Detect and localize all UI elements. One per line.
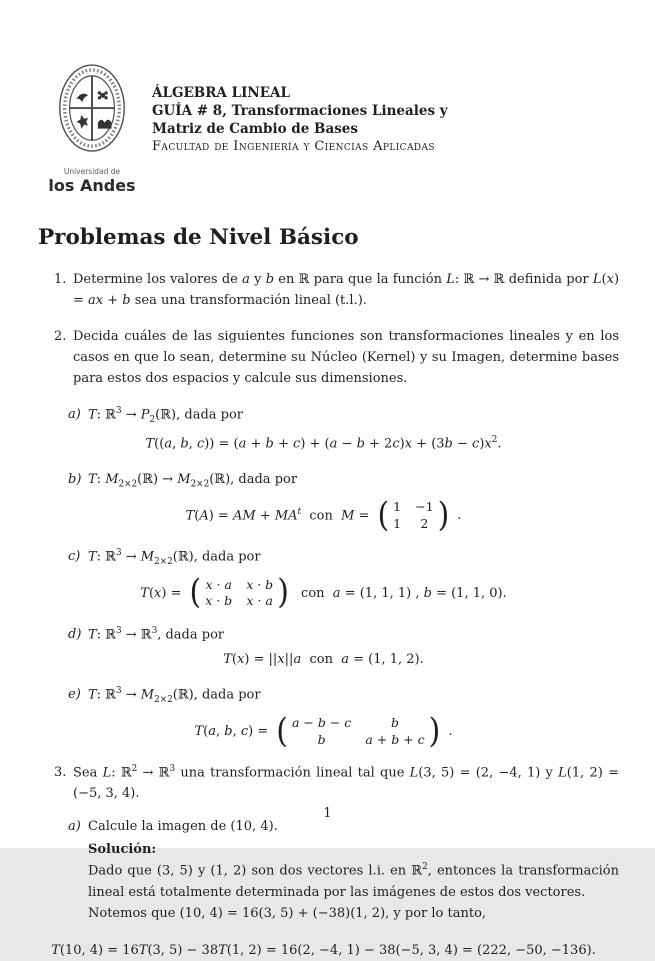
matrix-2e-r2c2: a + b + c (365, 731, 425, 747)
matrix-2b-r1c2: −1 (415, 499, 434, 515)
matrix-2c-r2c1: x · b (205, 593, 233, 609)
document-header (48, 62, 619, 195)
matrix-2e-r1c1: a − b − c (291, 715, 352, 731)
equation-2b (38, 495, 609, 535)
problem-2a (68, 404, 619, 427)
header-title-block (152, 62, 448, 195)
crest-star-icon (76, 115, 88, 129)
matrix-2e-r2c1: b (317, 731, 326, 747)
right-paren: ) (437, 495, 450, 535)
equation-2b-lead: T(A) = AM + $MA^t$ con M = (185, 507, 370, 524)
problem-2d-head: T: ℝ$^3$ → ℝ$^3$, dada por (88, 625, 225, 642)
matrix-2e (275, 711, 441, 751)
solution-paragraph-2: Notemos que (10, 4) = 16(3, 5) + (−38)(1, 2), y por lo tanto, (88, 905, 487, 921)
matrix-2b-r2c1: 1 (393, 515, 402, 531)
equation-2c-tail: con a = (1, 1, 1) , b = (1, 1, 0). (296, 585, 507, 601)
problem-3a-label: a) (68, 819, 81, 835)
problem-2b-head: T: $M_{2\times 2}(ℝ)$ → $M_{2\times 2}(ℝ)$, dada por (88, 471, 298, 490)
problem-2c (68, 546, 619, 569)
section-title: Problemas de Nivel Básico (38, 224, 359, 250)
problem-2 (54, 326, 619, 389)
equation-2b-tail: . (457, 508, 462, 524)
problem-3a-head: Calcule la imagen de (10, 4). (88, 819, 278, 835)
faculty-name: Facultad de Ingeniería y Ciencias Aplicadas (152, 139, 435, 154)
crest-sprig-icon (76, 94, 88, 103)
problem-2d (68, 624, 619, 645)
logo-los-andes-text: los Andes (48, 176, 136, 196)
problem-2e-head: T: ℝ$^3$ → $M_{2\times 2}(ℝ)$, dada por (88, 686, 261, 706)
right-paren: ) (428, 711, 441, 751)
guide-title-line2: Matriz de Cambio de Bases (152, 121, 358, 137)
equation-2d: T(x) = ||x||a con a = (1, 1, 2). (223, 652, 424, 668)
problem-1-number: 1. (54, 271, 67, 287)
university-logo (48, 62, 136, 195)
solution-paragraph-1: Dado que (3, 5) y (1, 2) son dos vectores l.i. en ℝ$^2$, entonces la transformación lineal está totalmente determinada por las imágenes de estos dos vectores. (88, 862, 620, 900)
solution-label: Solución: (88, 842, 157, 858)
equation-2c-lead: T(x) = (140, 585, 182, 601)
equation-3a: T(10, 4) = 16T(3, 5) − 38T(1, 2) = 16(2, −4, 1) − 38(−5, 3, 4) = (222, −50, −136). (51, 942, 596, 958)
problem-3-number: 3. (54, 764, 67, 780)
problem-3-text: Sea L: ℝ$^2$ → ℝ$^3$ una transformación lineal tal que L(3, 5) = (2, −4, 1) y L(1, 2) = (−5, 3, 4). (73, 763, 619, 802)
problem-2c-label: c) (68, 548, 81, 564)
problem-2a-label: a) (68, 406, 81, 422)
matrix-2b (376, 495, 450, 535)
problem-3a (68, 816, 619, 924)
university-crest-icon (51, 62, 133, 160)
problem-2d-label: d) (68, 626, 82, 642)
problem-2-number: 2. (54, 328, 67, 344)
equation-2e-lead: T(a, b, c) = (194, 724, 269, 740)
guide-title-line1: GUÍA # 8, Transformaciones Lineales y (152, 103, 448, 119)
matrix-2c-r2c2: x · a (246, 593, 273, 609)
left-paren: ( (189, 573, 202, 613)
problem-2a-head: T: ℝ$^3$ → $P_2(ℝ)$, dada por (88, 405, 244, 425)
problem-2e-label: e) (68, 687, 81, 703)
problem-3 (54, 762, 619, 804)
problem-2b (68, 469, 619, 492)
matrix-2c-r1c1: x · a (205, 577, 232, 593)
equation-2a: T((a, b, $c)) = (a + b + c) + (a - b + 2c)x + (3b - c)x^2$. (145, 435, 502, 452)
problem-2e (68, 684, 619, 707)
matrix-2b-r2c2: 2 (420, 515, 429, 531)
problem-1-text: Determine los valores de a y b en ℝ para que la función L: ℝ → ℝ definida por L(x) = ax + b sea una transformación lineal (t.l.). (73, 271, 620, 308)
course-title: ÁLGEBRA LINEAL (152, 85, 290, 101)
matrix-2c-r1c2: x · b (246, 577, 274, 593)
problem-2b-label: b) (68, 471, 82, 487)
matrix-2e-r1c2: b (390, 715, 399, 731)
right-paren: ) (277, 573, 289, 613)
problem-1 (54, 269, 619, 311)
left-paren: ( (276, 711, 288, 751)
page-number: 1 (323, 805, 332, 821)
matrix-2c (188, 573, 289, 613)
logo-universidad-text: Universidad de (63, 167, 121, 177)
left-paren: ( (377, 495, 390, 535)
equation-2e (38, 711, 609, 751)
equation-2c (38, 573, 609, 613)
equation-2e-tail: . (448, 724, 453, 740)
crest-flower-icon (98, 91, 108, 99)
problem-2-text: Decida cuáles de las siguientes funciones son transformaciones lineales y en los casos en que lo sean, determine su Núcleo (Kernel) y su Imagen, determine bases para estos dos espacios y calcule sus dimensiones. (73, 328, 619, 386)
crest-hands-icon (98, 120, 112, 129)
matrix-2b-r1c1: 1 (393, 499, 402, 515)
problem-2c-head: T: ℝ$^3$ → $M_{2\times 2}(ℝ)$, dada por (88, 547, 261, 567)
